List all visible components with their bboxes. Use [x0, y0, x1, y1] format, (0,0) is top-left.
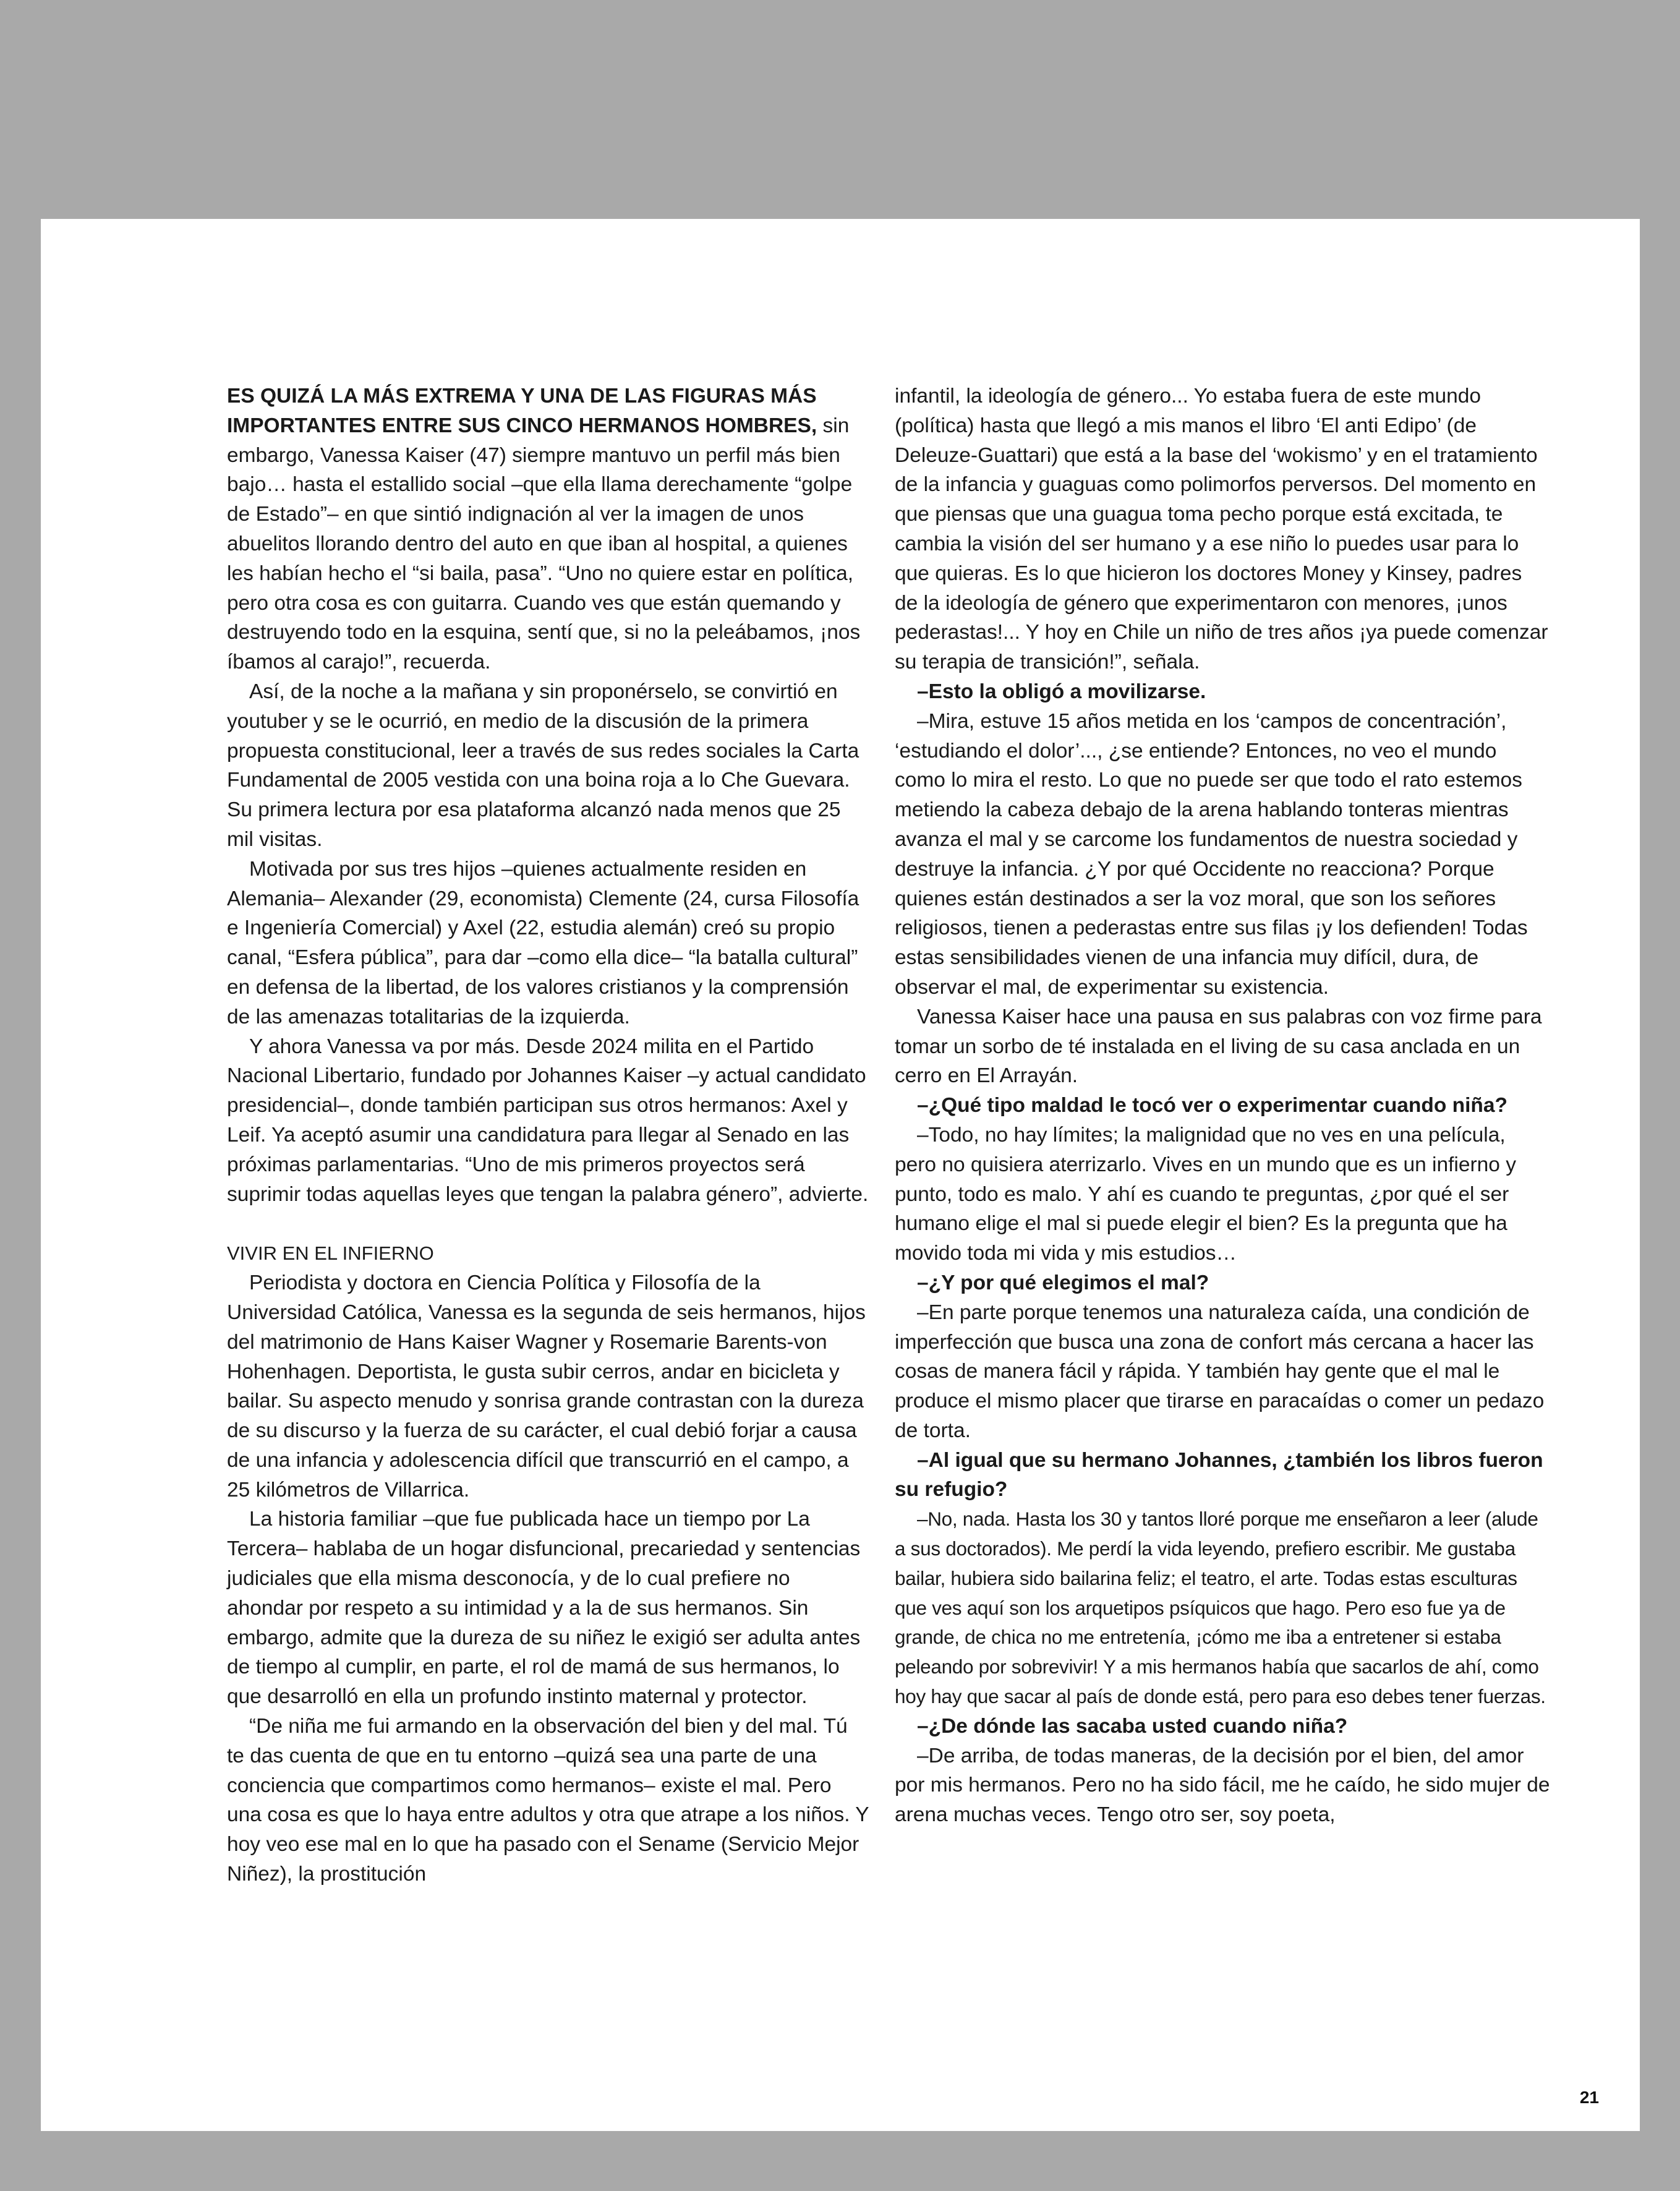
interview-answer: –Mira, estuve 15 años metida en los ‘campos de concentración’, ‘estudiando el dolor’..., ¿se entiende? Entonces, no veo el mundo como lo mira el resto. Lo que no puede ser que todo el rato estemos metiendo la cabeza debajo de la arena hablando tonteras mientras avanza el mal y se carcome los fundamentos de nuestra sociedad y destruye la infancia. ¿Y por qué Occidente no reacciona? Porque quienes están destinados a ser la voz moral, que son los señores religiosos, tienen a pederastas entre sus filas ¡y los defienden! Todas estas sensibilidades vienen de una infancia muy difícil, dura, de observar el mal, de experimentar su existencia. — [895, 709, 1528, 999]
body-paragraph: Motivada por sus tres hijos –quienes actualmente residen en Alemania– Alexander (29, economista) Clemente (24, cursa Filosofía e Ingeniería Comercial) y Axel (22, estudia alemán) creó su propio canal, “Esfera pública”, para dar –como ella dice– “la batalla cultural” en defensa de la libertad, de los valores cristianos y la comprensión de las amenazas totalitarias de la izquierda. — [227, 857, 859, 1028]
page-number: 21 — [1579, 2088, 1599, 2107]
lead-paragraph — [227, 382, 870, 677]
interview-question: –¿Y por qué elegimos el mal? — [917, 1271, 1209, 1294]
lead-caps: ES QUIZÁ LA MÁS EXTREMA Y UNA DE LAS FIGURAS MÁS IMPORTANTES ENTRE SUS CINCO HERMANOS HOMBRES, — [227, 385, 817, 437]
interview-answer: –En parte porque tenemos una naturaleza caída, una condición de imperfección que busca una zona de confort más cercana a hacer las cosas de manera fácil y rápida. Y también hay gente que el mal le produce el mismo placer que tirarse en paracaídas o comer un pedazo de torta. — [895, 1301, 1545, 1442]
interview-answer: –Todo, no hay límites; la malignidad que no ves en una película, pero no quisiera aterrizarlo. Vives en un mundo que es un infierno y punto, todo es malo. Y ahí es cuando te preguntas, ¿por qué el ser humano elige el mal si puede elegir el bien? Es la pregunta que ha movido toda mi vida y mis estudios… — [895, 1123, 1516, 1265]
body-paragraph: Periodista y doctora en Ciencia Política y Filosofía de la Universidad Católica, Vanessa es la segunda de seis hermanos, hijos del matrimonio de Hans Kaiser Wagner y Rosemarie Barents-von Hohenhagen. Deportista, le gusta subir cerros, andar en bicicleta y bailar. Su aspecto menudo y sonrisa grande contrastan con la dureza de su discurso y la fuerza de su carácter, el cual debió forjar a causa de una infancia y adolescencia difícil que transcurrió en el campo, a 25 kilómetros de Villarrica. — [227, 1271, 866, 1501]
body-paragraph: Así, de la noche a la mañana y sin proponérselo, se convirtió en youtuber y se le ocurrió, en medio de la discusión de la primera propuesta constitucional, leer a través de sus redes sociales la Carta Fundamental de 2005 vestida con una boina roja a lo Che Guevara. Su primera lectura por esa plataforma alcanzó nada menos que 25 mil visitas. — [227, 680, 859, 851]
body-paragraph: infantil, la ideología de género... Yo estaba fuera de este mundo (política) hasta que llegó a mis manos el libro ‘El anti Edipo’ (de Deleuze-Guattari) que está a la base del ‘wokismo’ y en el tratamiento de la infancia y guaguas como polimorfos perversos. Del momento en que piensas que una guagua toma pecho porque está excitada, te cambia la visión del ser humano y a ese niño lo puedes usar para lo que quieras. Es lo que hicieron los doctores Money y Kinsey, padres de la ideología de género que experimentaron con menores, ¡unos pederastas!... Y hoy en Chile un niño de tres años ¡ya puede comenzar su terapia de transición!”, señala. — [895, 385, 1548, 674]
interview-answer: –No, nada. Hasta los 30 y tantos lloré porque me enseñaron a leer (alude a sus doctorados). Me perdí la vida leyendo, prefiero escribir. Me gustaba bailar, hubiera sido bailarina feliz; el teatro, el arte. Todas estas esculturas que ves aquí son los arquetipos psíquicos que hago. Pero eso fue ya de grande, de chica no me entretenía, ¡cómo me iba a entretener si estaba peleando por sobrevivir! Y a mis hermanos había que sacarlos de ahí, como hoy hay que sacar al país de donde está, pero para eso debes tener fuerzas. — [895, 1508, 1546, 1708]
interview-question: –¿Qué tipo maldad le tocó ver o experimentar cuando niña? — [917, 1094, 1507, 1117]
body-paragraph: “De niña me fui armando en la observación del bien y del mal. Tú te das cuenta de que en tu entorno –quizá sea una parte de una conciencia que compartimos como hermanos– existe el mal. Pero una cosa es que lo haya entre adultos y otra que atrape a los niños. Y hoy veo ese mal en lo que ha pasado con el Sename (Servicio Mejor Niñez), la prostitución — [227, 1715, 869, 1886]
interview-question: –Esto la obligó a movilizarse. — [917, 680, 1206, 703]
interview-question: –Al igual que su hermano Johannes, ¿también los libros fueron su refugio? — [895, 1448, 1543, 1501]
left-column — [227, 382, 870, 1889]
magazine-page — [41, 219, 1640, 2131]
interview-question: –¿De dónde las sacaba usted cuando niña? — [917, 1714, 1348, 1738]
section-subtitle: VIVIR EN EL INFIERNO — [227, 1242, 434, 1265]
interview-answer: –De arriba, de todas maneras, de la decisión por el bien, del amor por mis hermanos. Pero no ha sido fácil, me he caído, he sido mujer de arena muchas veces. Tengo otro ser, soy poeta, — [895, 1744, 1550, 1827]
lead-text: sin embargo, Vanessa Kaiser (47) siempre mantuvo un perfil más bien bajo… hasta el estallido social –que ella llama derechamente “golpe de Estado”– en que sintió indignación al ver la imagen de unos abuelitos llorando dentro del auto en que iban al hospital, a quienes les habían hecho el “si baila, pasa”. “Uno no quiere estar en política, pero otra cosa es con guitarra. Cuando ves que están quemando y destruyendo todo en la esquina, sentí que, si no la peleábamos, ¡nos íbamos al carajo!”, recuerda. — [227, 414, 861, 674]
body-paragraph: Vanessa Kaiser hace una pausa en sus palabras con voz firme para tomar un sorbo de té instalada en el living de su casa anclada en un cerro en El Arrayán. — [895, 1005, 1542, 1088]
right-column — [895, 382, 1550, 1830]
body-paragraph: Y ahora Vanessa va por más. Desde 2024 milita en el Partido Nacional Libertario, fundado por Johannes Kaiser –y actual candidato presidencial–, donde también participan sus otros hermanos: Axel y Leif. Ya aceptó asumir una candidatura para llegar al Senado en las próximas parlamentarias. “Uno de mis primeros proyectos será suprimir todas aquellas leyes que tengan la palabra género”, advierte. — [227, 1035, 869, 1206]
body-paragraph: La historia familiar –que fue publicada hace un tiempo por La Tercera– hablaba de un hogar disfuncional, precariedad y sentencias judiciales que ella misma desconocía, y de lo cual prefiere no ahondar por respeto a su intimidad y a la de sus hermanos. Sin embargo, admite que la dureza de su niñez le exigió ser adulta antes de tiempo al cumplir, en parte, el rol de mamá de sus hermanos, lo que desarrolló en ella un profundo instinto maternal y protector. — [227, 1508, 861, 1709]
